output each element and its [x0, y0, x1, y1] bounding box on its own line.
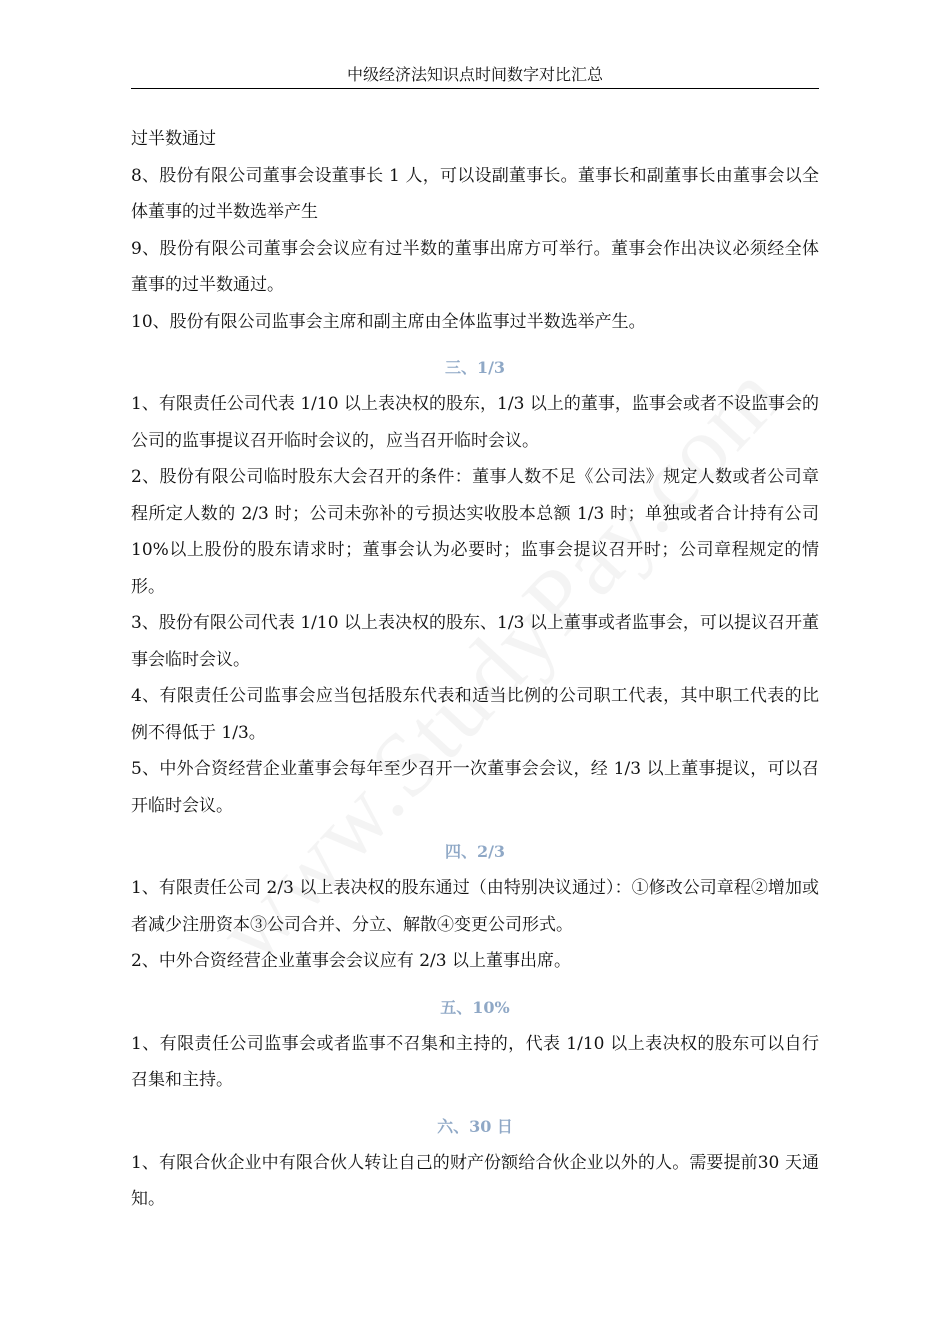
paragraph: 过半数通过 — [131, 129, 216, 149]
paragraph: 3、股份有限公司代表 1/10 以上表决权的股东、1/3 以上董事或者监事会，可以提议召开董事会临时会议。 — [131, 613, 819, 670]
paragraph: 5、中外合资经营企业董事会每年至少召开一次董事会会议，经 1/3 以上董事提议，可以召开临时会议。 — [131, 759, 819, 816]
paragraph: 9、股份有限公司董事会会议应有过半数的董事出席方可举行。董事会作出决议必须经全体董事的过半数通过。 — [131, 238, 819, 295]
paragraph: 1、有限责任公司代表 1/10 以上表决权的股东，1/3 以上的董事，监事会或者不设监事会的公司的监事提议召开临时会议的，应当召开临时会议。 — [131, 394, 819, 451]
section-heading: 四、2/3 — [444, 842, 506, 861]
paragraph: 1、有限责任公司监事会或者监事不召集和主持的，代表 1/10 以上表决权的股东可以自行召集和主持。 — [131, 1033, 819, 1090]
paragraph: 8、股份有限公司董事会设董事长 1 人，可以设副董事长。董事长和副董事长由董事会以全体董事的过半数选举产生 — [131, 165, 819, 222]
paragraph: 1、有限合伙企业中有限合伙人转让自己的财产份额给合伙企业以外的人。需要提前30 天通知。 — [131, 1152, 819, 1209]
paragraph: 2、股份有限公司临时股东大会召开的条件：董事人数不足《公司法》规定人数或者公司章程所定人数的 2/3 时；公司未弥补的亏损达实收股本总额 1/3 时；单独或者合计持有公司 10%以上股份的股东请求时；董事会认为必要时；监事会提议召开时；公司章程规定的情形。 — [131, 467, 819, 597]
paragraph: 10、股份有限公司监事会主席和副主席由全体监事过半数选举产生。 — [131, 311, 646, 332]
document-body — [131, 121, 819, 1218]
header-title: 中级经济法知识点时间数字对比汇总 — [346, 65, 603, 84]
page-header — [131, 62, 819, 89]
section-heading: 三、1/3 — [444, 358, 506, 377]
section-heading: 六、30 日 — [437, 1116, 513, 1136]
paragraph: 2、中外合资经营企业董事会会议应有 2/3 以上董事出席。 — [131, 951, 571, 971]
paragraph: 1、有限责任公司 2/3 以上表决权的股东通过（由特别决议通过）：①修改公司章程②增加或者减少注册资本③公司合并、分立、解散④变更公司形式。 — [131, 878, 819, 935]
paragraph: 4、有限责任公司监事会应当包括股东代表和适当比例的公司职工代表，其中职工代表的比例不得低于 1/3。 — [131, 686, 819, 743]
section-heading: 五、10% — [440, 997, 510, 1017]
